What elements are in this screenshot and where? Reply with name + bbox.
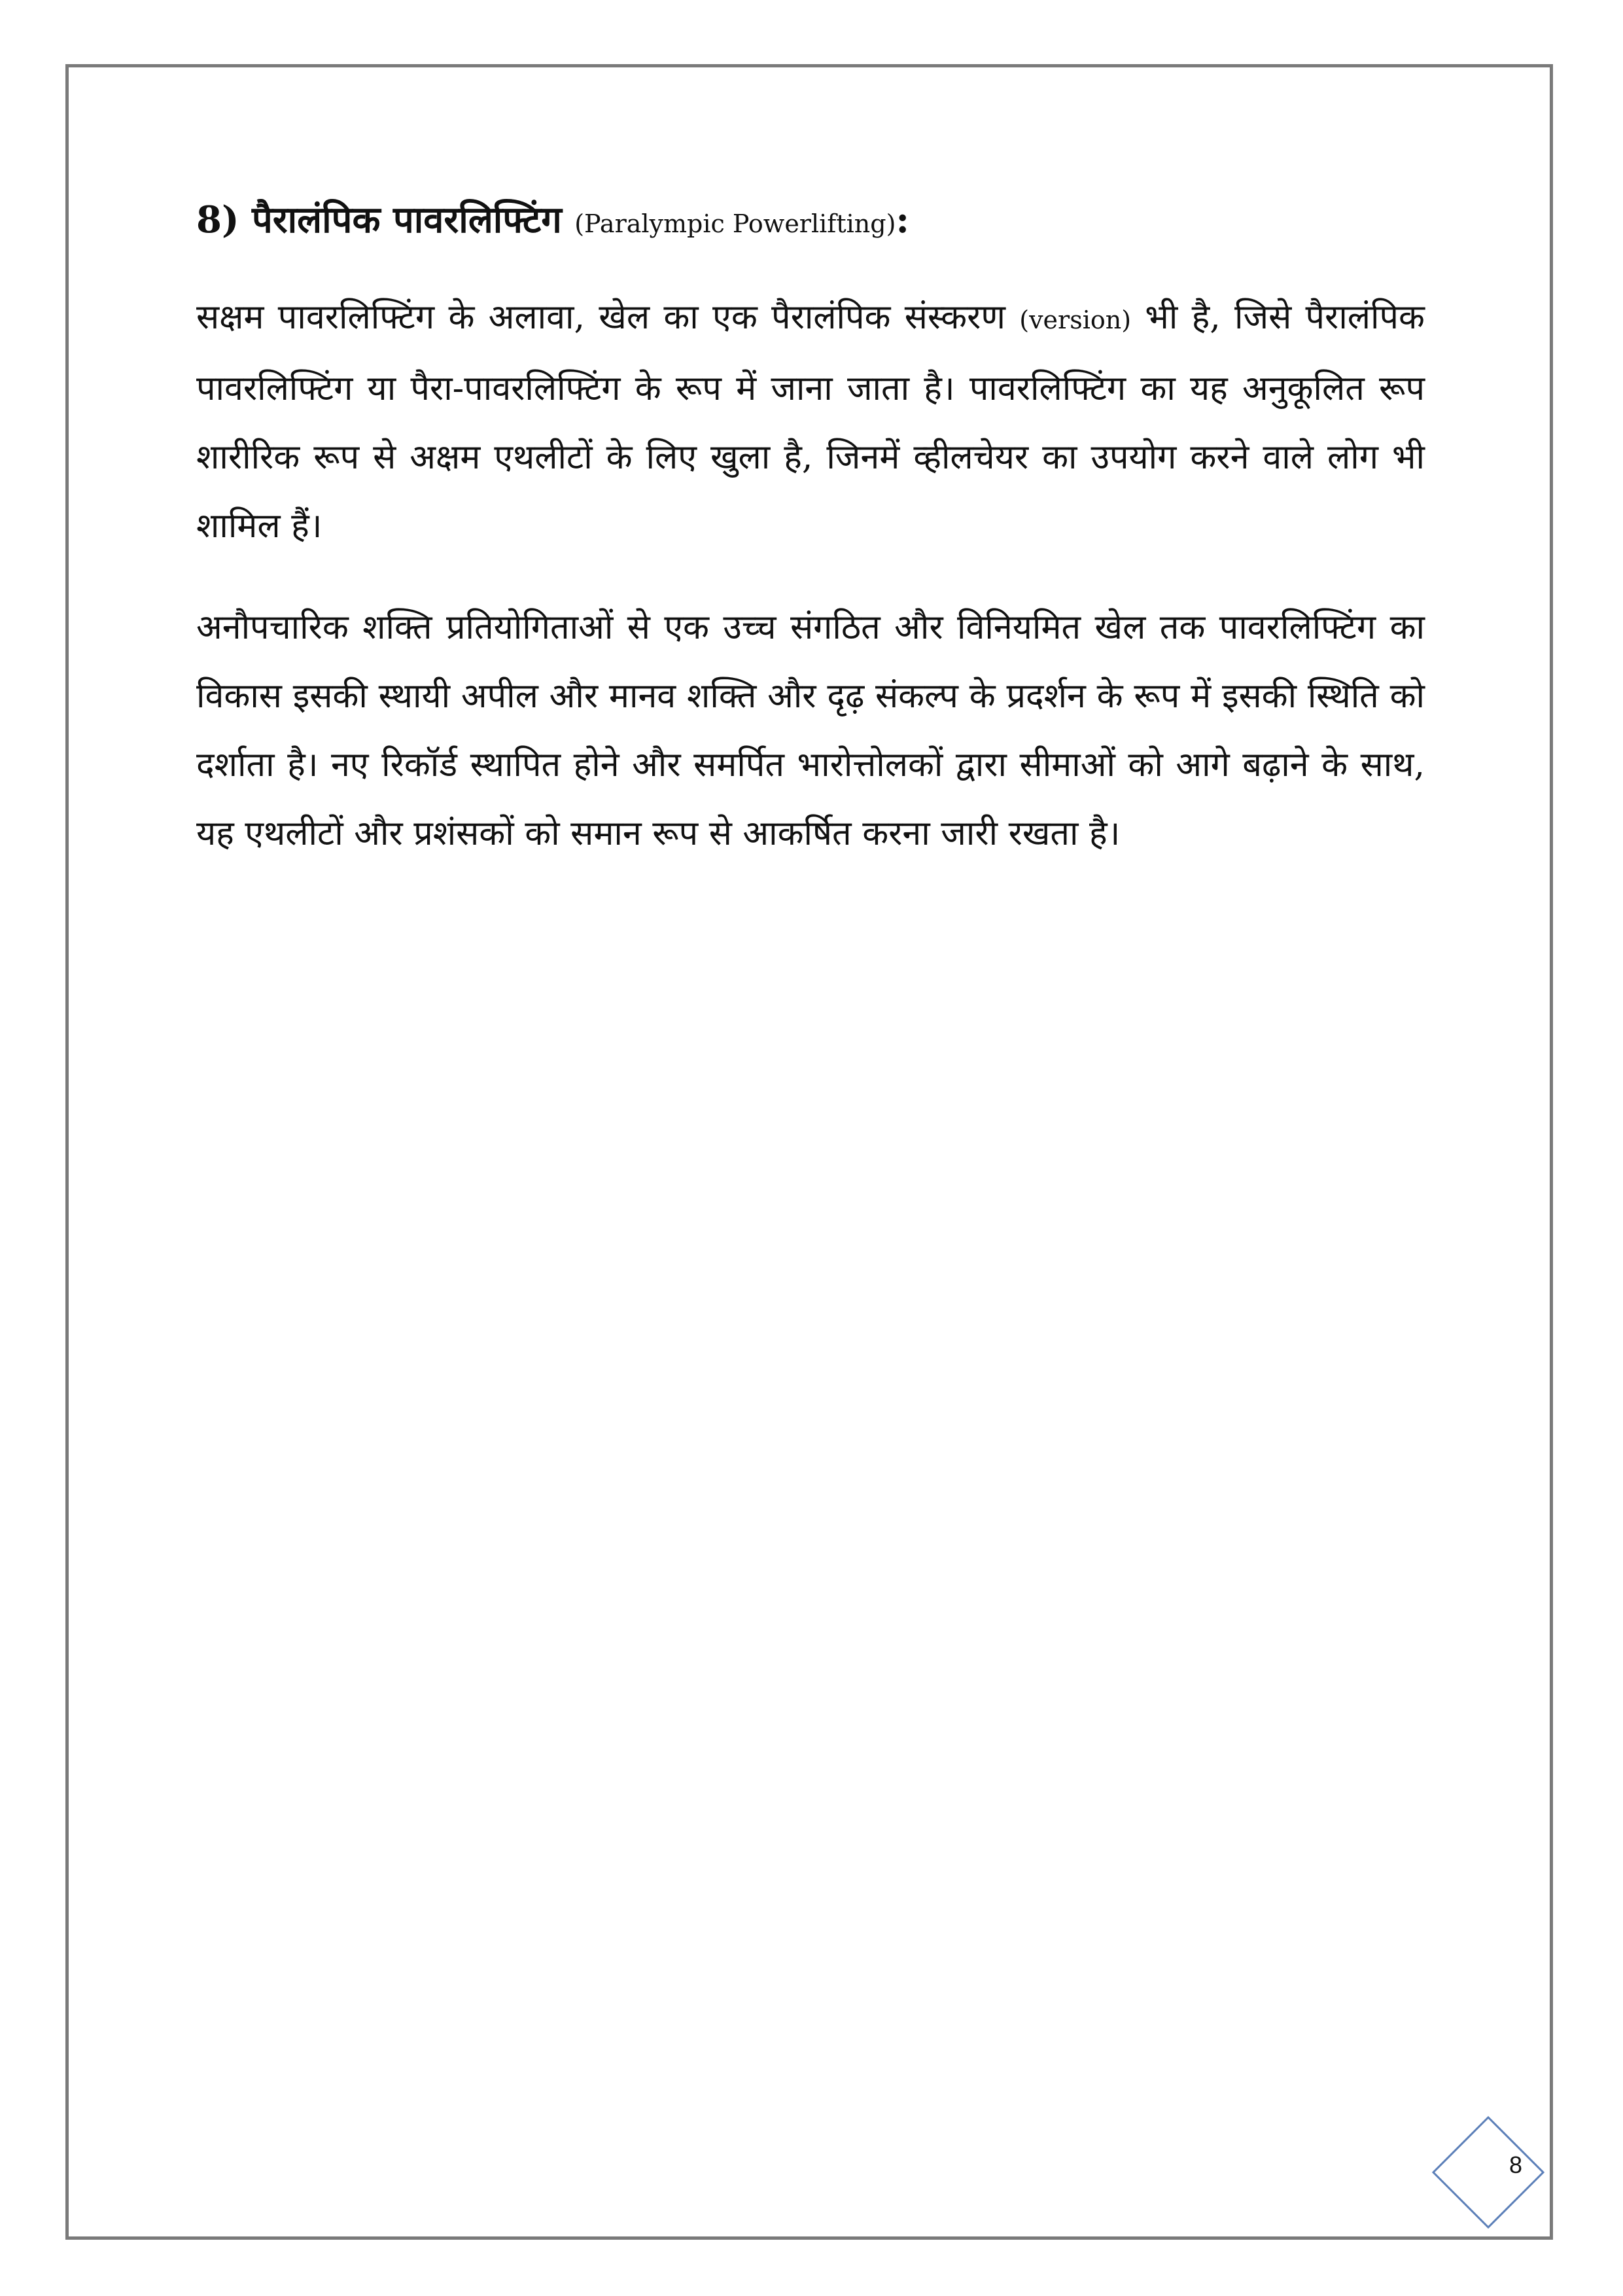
document-content (196, 196, 1425, 901)
section-heading-english: (Paralympic Powerlifting) (574, 209, 896, 238)
paragraph-1-part2: भी है, जिसे पैरालंपिक पावरलिफ्टिंग या पैरा-पावरलिफ्टिंग के रूप में जाना जाता है। पावरलिफ्टिंग का यह अनुकूलित रूप शारीरिक रूप से अक्षम एथलीटों के लिए खुला है, जिनमें व्हीलचेयर का उपयोग करने वाले लोग भी शामिल हैं। (196, 297, 1425, 546)
paragraph-1-english-term: (version) (1019, 305, 1132, 334)
paragraph-1-part1: सक्षम पावरलिफ्टिंग के अलावा, खेल का एक पैरालंपिक संस्करण (196, 297, 1020, 337)
page-number-badge (1429, 2113, 1547, 2231)
diamond-frame-icon (1429, 2113, 1547, 2231)
section-heading (196, 196, 1425, 244)
paragraph-2: अनौपचारिक शक्ति प्रतियोगिताओं से एक उच्च संगठित और विनियमित खेल तक पावरलिफ्टिंग का विकास इसकी स्थायी अपील और मानव शक्ति और दृढ़ संकल्प के प्रदर्शन के रूप में इसकी स्थिति को दर्शाता है। नए रिकॉर्ड स्थापित होने और समर्पित भारोत्तोलकों द्वारा सीमाओं को आगे बढ़ाने के साथ, यह एथलीटों और प्रशंसकों को समान रूप से आकर्षित करना जारी रखता है। (196, 607, 1425, 853)
section-heading-colon: : (896, 198, 910, 241)
paragraph-1 (196, 283, 1425, 561)
section-heading-hindi: 8) पैरालंपिक पावरलिफ्टिंग (196, 198, 562, 241)
page-number: 8 (1509, 2151, 1523, 2178)
